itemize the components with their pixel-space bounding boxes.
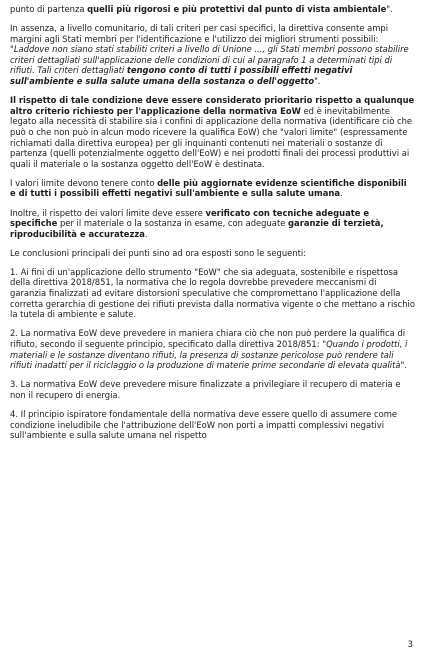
- italic-quote: "Quando i prodotti, i materiali e le sostanze diventano rifiuti, la presenza di sostanze pericolose può rendere tali rifiuti inadatti per il riciclaggio o la produzione di materie prime secondarie di elevata qualità": [10, 338, 408, 371]
- bold-text: Il rispetto di tale condizione deve essere considerato prioritario rispetto a qualunque altro criterio richiesto per l'applicazione della normativa EoW: [10, 95, 415, 116]
- paragraph-1: [10, 23, 415, 87]
- conclusion-3: 3. La normativa EoW deve prevedere misure finalizzate a privilegiare il recupero di materia e non il recupero di energia.: [10, 379, 401, 400]
- paragraph-2: [10, 95, 415, 169]
- conclusion-4: 4. Il principio ispiratore fondamentale della normativa deve essere quello di assumere come condizione ineludibile che l'attribuzione dell'EoW non porti a impatti complessivi negativi sull'ambiente e sulla salute umana nel rispetto: [10, 408, 398, 441]
- text-run: In assenza, a livello comunitario, di tali criteri per casi specifici, la direttiva consente ampi margini agli Stati membri per l'identificazione e l'utilizzo dei migliori strumenti possibili:: [10, 23, 389, 44]
- text-run: .: [340, 188, 343, 199]
- italic-quote: "Laddove non siano stati stabiliti criteri a livello di Unione ..., gli Stati membri possono stabilire criteri dettagliati sull'applicazione delle condizioni di cui al paragrafo 1 a determinati tipi di rifiuti. Tali criteri dettagliati: [10, 44, 409, 76]
- bold-text: garanzie di terzietà, riproducibilità e accuratezza: [10, 218, 384, 239]
- text-run: ".: [314, 76, 321, 87]
- paragraph-4: [10, 208, 415, 240]
- bold-text: verificato con tecniche adeguate e specifiche: [10, 207, 369, 229]
- text-run: .: [404, 360, 408, 371]
- text-run: I valori limite devono tenere conto: [10, 177, 158, 188]
- bold-text: quelli più rigorosi e più protettivi dal punto di vista ambientale: [87, 4, 387, 14]
- text-run: punto di partenza: [10, 4, 88, 14]
- conclusion-1: 1. Ai fini di un'applicazione dello strumento "EoW" che sia adeguata, sostenibile e rispettosa della direttiva 2018/851, la normativa che lo regola dovrebbe prevedere meccanismi di garanzia finalizzati ad evitare distorsioni speculative che compromettano l'applicazione della corretta gerarchia di gestione dei rifiuti prevista dalla normativa vigente o che mettano a rischio la tutela di ambiente e salute.: [10, 266, 416, 320]
- text-run: 2. La normativa EoW deve prevedere in maniera chiara ciò che non può perdere la qualifica di rifiuto, secondo il seguente principio, specificato dalla direttiva 2018/851:: [10, 328, 406, 349]
- text-run: ed è inevitabilmente legato alla necessità di stabilire sia i confini di applicazione della normativa (identificare ciò che può o che non può in alcun modo ricevere la qualifica EoW) che "valori limite" (espressamente richiamati dalla direttiva europea) per gli inquinanti contenuti nei materiali o sostanze di partenza (quelli potenzialmente oggetto dell'EoW) e nei prodotti finali dei processi produttivi ai quali il materiale o la sostanza oggetto dell'EoW è destinata.: [10, 105, 413, 169]
- bold-italic-quote: tengono conto di tutti i possibili effetti negativi sull'ambiente e sulla salute umana della sostanza o dell'oggetto: [10, 65, 353, 87]
- text-run: ".: [386, 4, 393, 14]
- paragraph-0: [10, 4, 415, 15]
- bold-text: delle più aggiornate evidenze scientifiche disponibili e di tutti i possibili effetti negativi sull'ambiente e sulla salute umana: [10, 177, 407, 199]
- page-number: 3: [407, 639, 413, 650]
- paragraph-3: [10, 178, 415, 199]
- paragraph-5: Le conclusioni principali dei punti sino ad ora esposti sono le seguenti:: [10, 247, 307, 258]
- conclusion-2: [10, 328, 415, 370]
- text-run: .: [144, 228, 148, 239]
- text-run: per il materiale o la sostanza in esame, con adeguate: [57, 218, 289, 229]
- text-run: Inoltre, il rispetto dei valori limite deve essere: [10, 207, 206, 218]
- body-text: [10, 4, 415, 449]
